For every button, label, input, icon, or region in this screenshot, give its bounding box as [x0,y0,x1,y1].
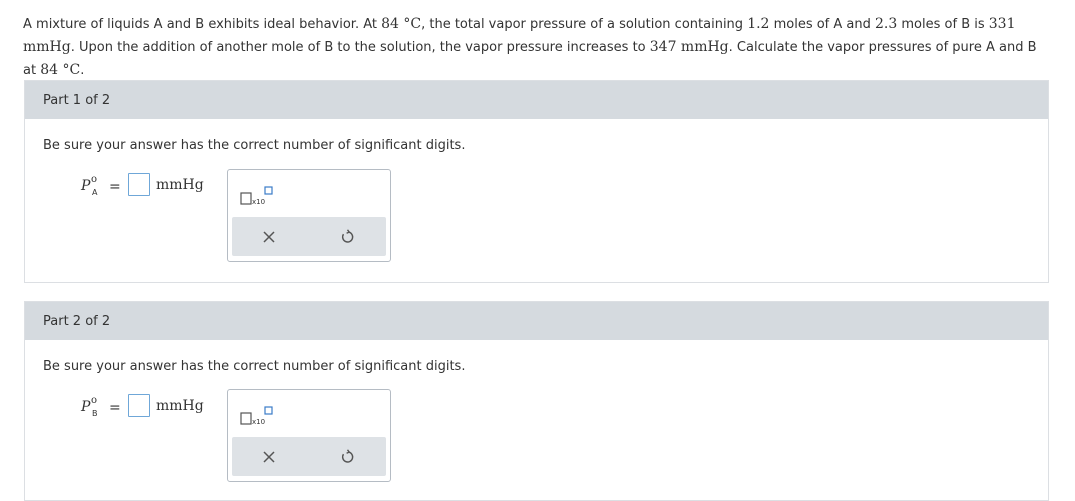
unit-label: mmHg [156,177,204,193]
symbol-subscript: B [92,409,98,418]
undo-button[interactable] [338,228,356,246]
scientific-notation-button[interactable] [240,406,280,430]
pressure-symbol [81,395,98,418]
problem-text: A mixture of liquids A and B exhibits ideal behavior. At [23,17,382,32]
moles-a-value: 1.2 [747,16,770,32]
instruction-text: Be sure your answer has the correct number of significant digits. [43,359,466,374]
action-bar [232,217,386,256]
scientific-notation-button[interactable] [240,186,280,210]
temperature-value: 84 °C [381,16,422,32]
x10-label: x10 [252,418,266,426]
part-header: Part 1 of 2 [25,81,1048,119]
part-1-panel [24,80,1049,283]
moles-b-value: 2.3 [875,16,898,32]
problem-text: . Calculate the vapor pressures of pure A and B at [23,40,1037,78]
clear-button[interactable] [260,228,278,246]
math-toolbox [227,169,391,262]
problem-text: moles of A and [769,17,875,32]
x-icon [260,228,278,246]
symbol-subscript: A [92,188,98,197]
instruction-text: Be sure your answer has the correct number of significant digits. [43,138,466,153]
undo-icon [338,448,356,466]
part-2-panel [24,301,1049,501]
unit-label: mmHg [156,398,204,414]
action-bar [232,437,386,476]
problem-text: moles of B is [897,17,989,32]
pressure-value-2: 347 mmHg [649,39,729,55]
x10-label: x10 [252,198,266,206]
x10-icon [240,406,280,430]
symbol-superscript: o [91,395,98,406]
math-toolbox [227,389,391,482]
problem-text: , the total vapor pressure of a solution containing [421,17,748,32]
problem-text: . [80,63,85,78]
symbol-letter: P [81,399,91,415]
x-icon [260,448,278,466]
part-header: Part 2 of 2 [25,302,1048,340]
undo-icon [338,228,356,246]
answer-input[interactable] [128,173,150,196]
clear-button[interactable] [260,448,278,466]
x10-icon [240,186,280,210]
pressure-symbol [81,174,98,197]
symbol-letter: P [81,178,91,194]
symbol-superscript: o [91,174,98,185]
equals-sign: = [109,400,121,416]
undo-button[interactable] [338,448,356,466]
answer-input[interactable] [128,394,150,417]
problem-statement [23,13,1053,82]
temperature-value: 84 °C [40,62,81,78]
pressure-value-1: 331 mmHg [23,16,1016,55]
equals-sign: = [109,179,121,195]
problem-text: . Upon the addition of another mole of B to the solution, the vapor pressure increases to [70,40,650,55]
